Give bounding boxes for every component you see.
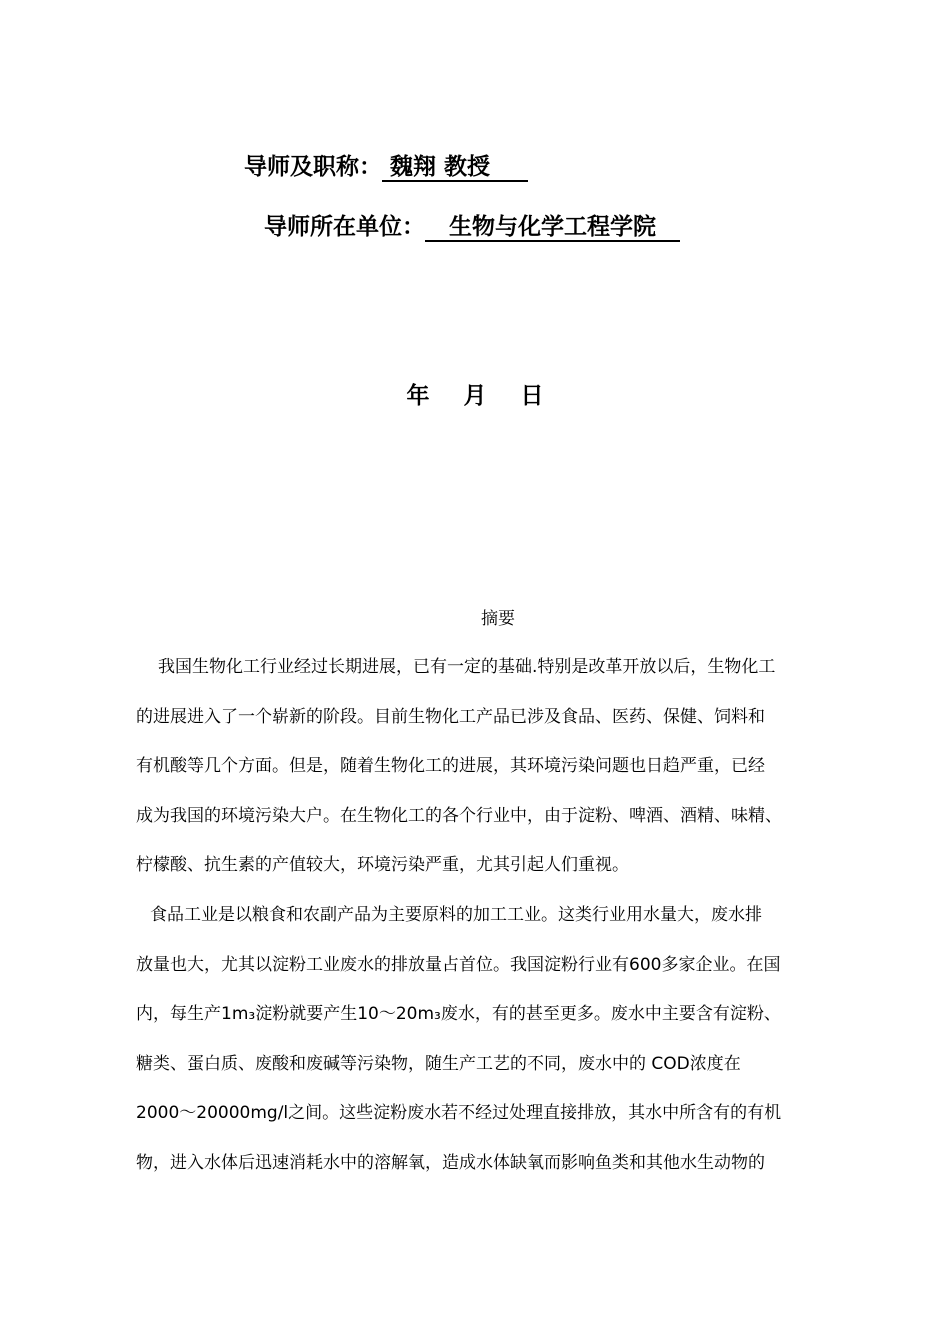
advisor-unit-row	[264, 212, 680, 242]
abstract-paragraph-2	[136, 891, 860, 1188]
advisor-label: 导师及职称：	[244, 154, 382, 180]
advisor-row	[244, 152, 528, 182]
date-line	[0, 380, 950, 412]
paragraph-line: 的进展进入了一个崭新的阶段。目前生物化工产品已涉及食品、医药、保健、饲料和	[136, 706, 765, 727]
date-year: 年	[406, 383, 430, 409]
advisor-unit-value: 生物与化学工程学院	[425, 214, 680, 242]
paragraph-line: 成为我国的环境污染大户。在生物化工的各个行业中，由于淀粉、啤酒、酒精、味精、	[136, 805, 782, 826]
paragraph-line: 物，进入水体后迅速消耗水中的溶解氧，造成水体缺氧而影响鱼类和其他水生动物的	[136, 1152, 765, 1173]
paragraph-line: 2000～20000mg/l之间。这些淀粉废水若不经过处理直接排放，其水中所含有的有机	[136, 1103, 782, 1123]
abstract-title: 摘要	[481, 609, 515, 629]
advisor-value: 魏翔 教授	[382, 154, 528, 182]
paragraph-line: 我国生物化工行业经过长期进展，已有一定的基础.特别是改革开放以后，生物化工	[158, 657, 776, 677]
paragraph-line: 食品工业是以粮食和农副产品为主要原料的加工工业。这类行业用水量大，废水排	[150, 905, 762, 925]
paragraph-line: 有机酸等几个方面。但是，随着生物化工的进展，其环境污染问题也日趋严重，已经	[136, 756, 765, 776]
abstract-paragraph-1	[136, 643, 860, 891]
date-month: 月	[463, 383, 487, 409]
paragraph-line: 放量也大，尤其以淀粉工业废水的排放量占首位。我国淀粉行业有600多家企业。在国	[136, 954, 781, 975]
paragraph-line: 内，每生产1m₃淀粉就要产生10～20m₃废水，有的甚至更多。废水中主要含有淀粉、	[136, 1004, 781, 1024]
paragraph-line: 柠檬酸、抗生素的产值较大，环境污染严重，尤其引起人们重视。	[136, 855, 629, 875]
date-day: 日	[520, 383, 544, 409]
paragraph-line: 糖类、蛋白质、废酸和废碱等污染物，随生产工艺的不同，废水中的 COD浓度在	[136, 1053, 741, 1074]
advisor-unit-label: 导师所在单位：	[264, 214, 425, 240]
